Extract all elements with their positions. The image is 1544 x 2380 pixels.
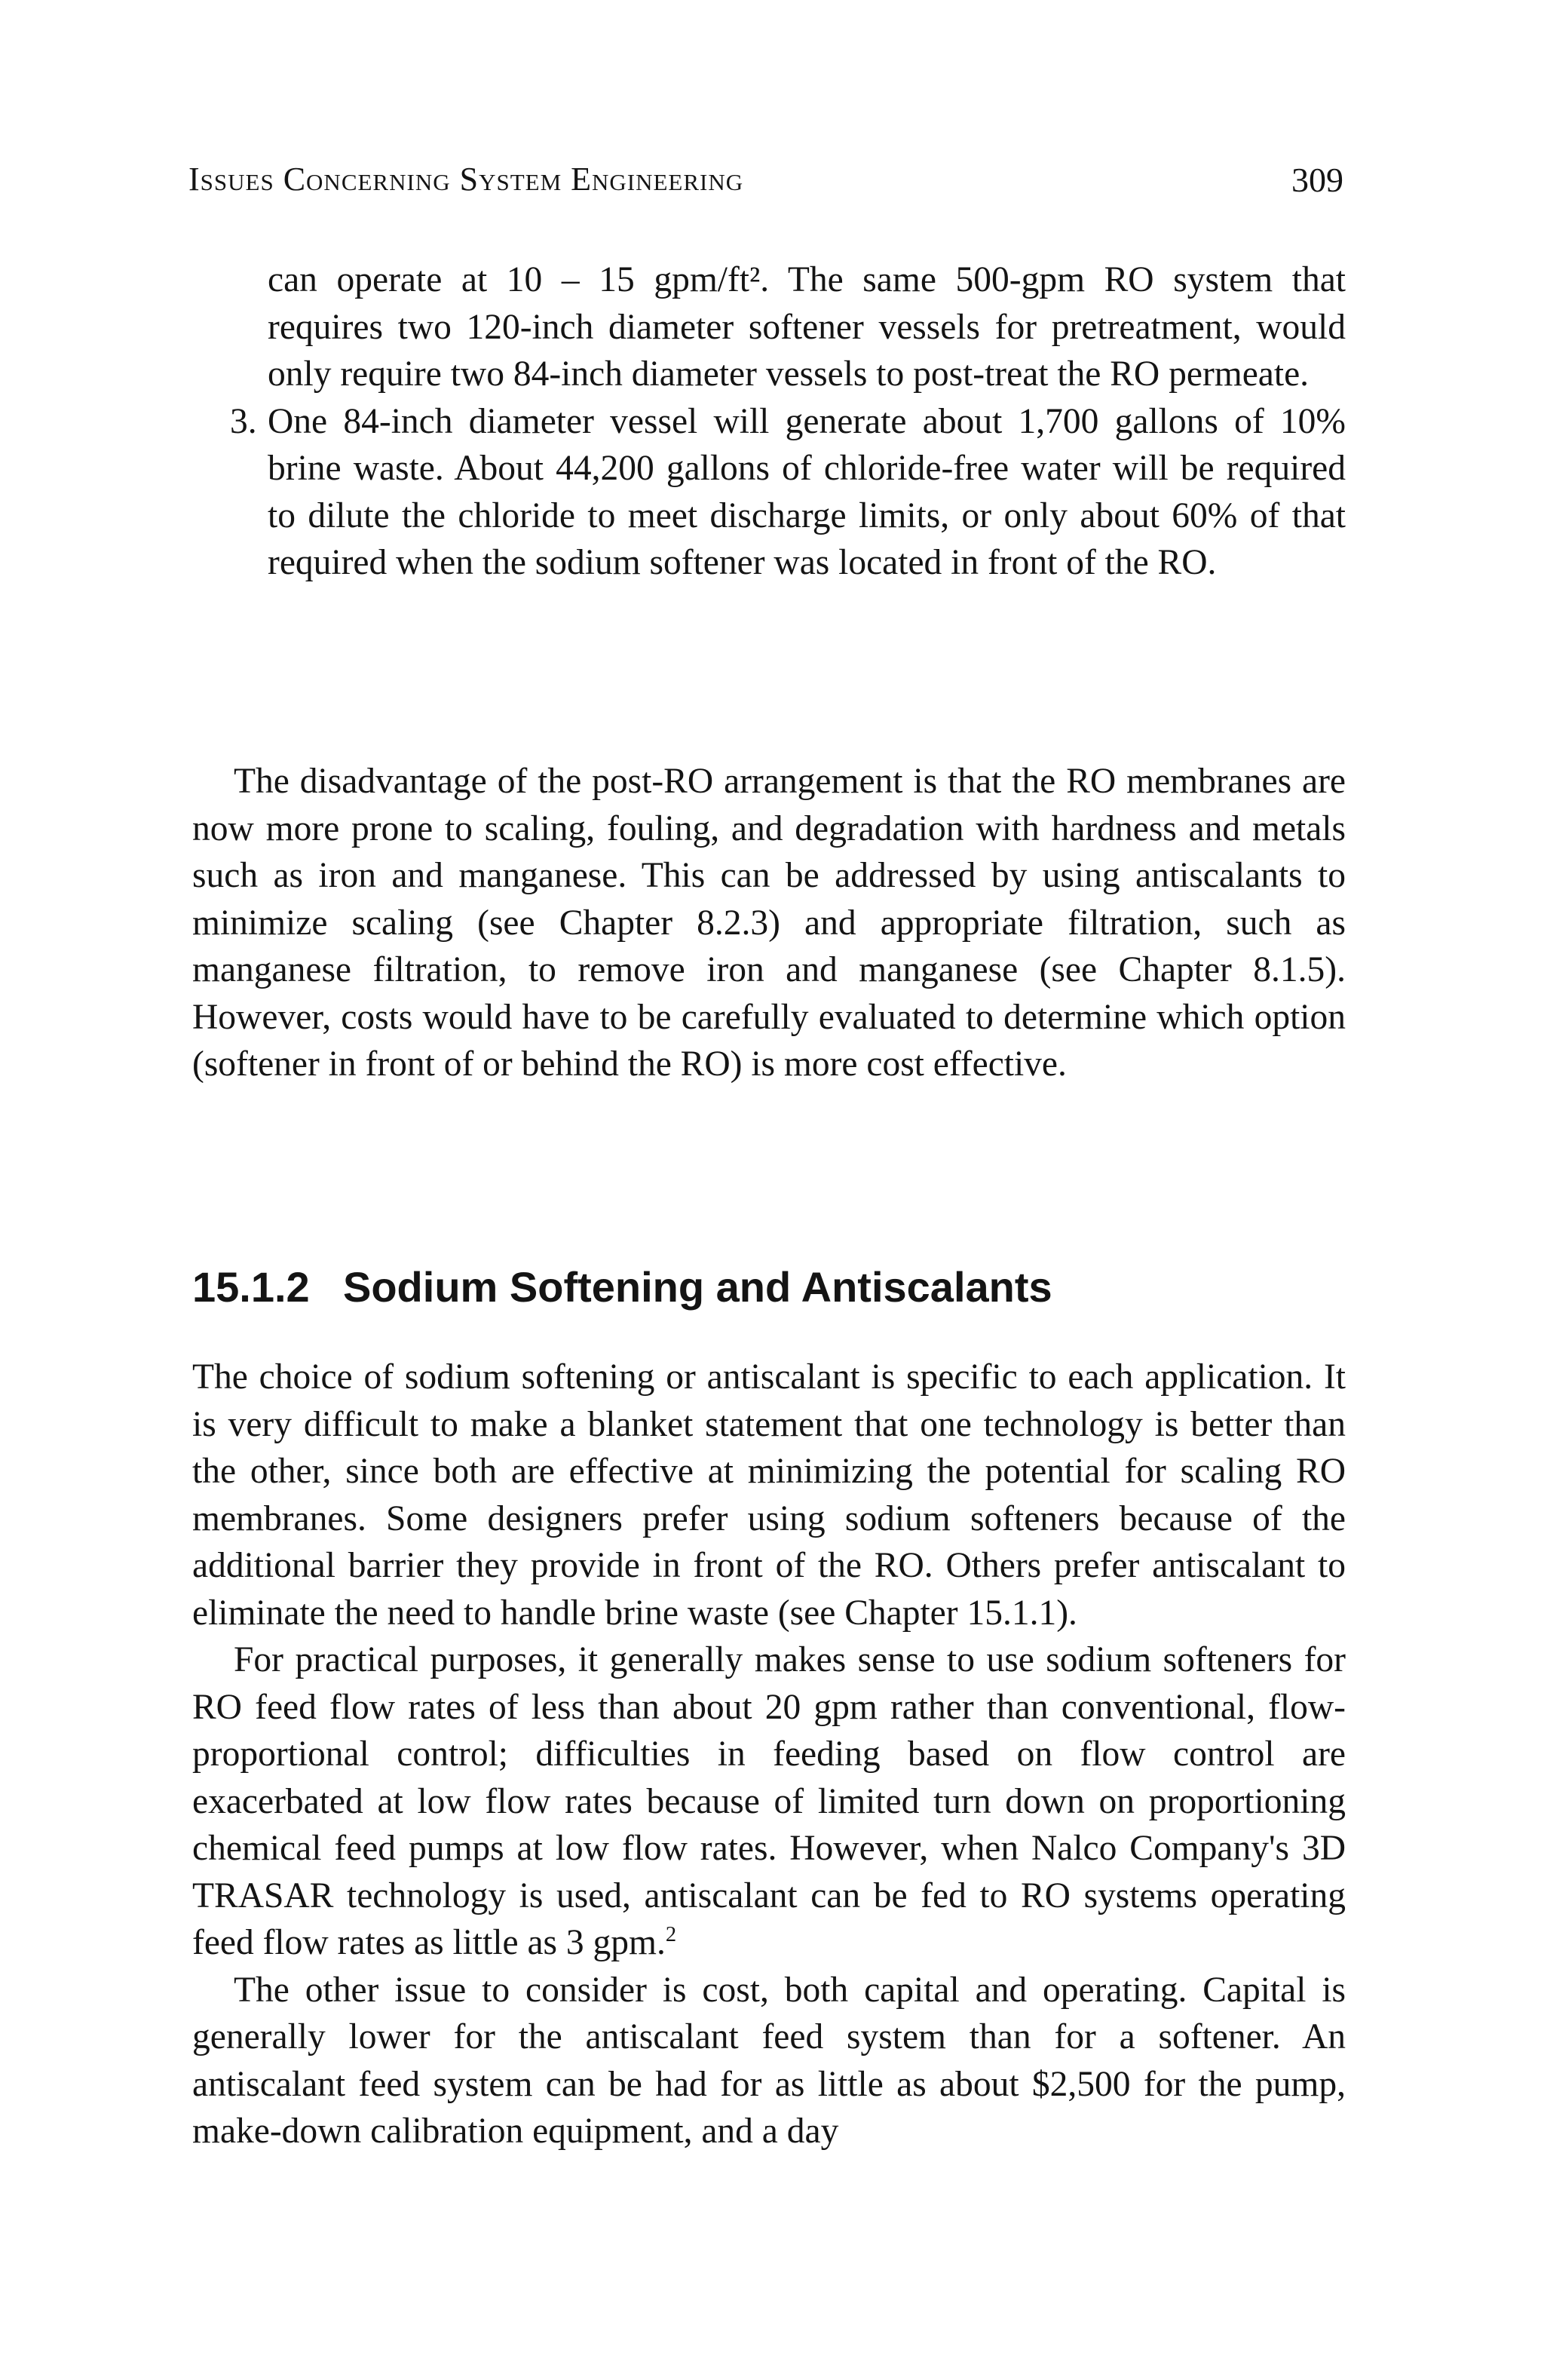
- running-head: Issues Concerning System Engineering: [188, 161, 744, 198]
- list-item-3: [192, 398, 1346, 587]
- list-item-number: 3.: [230, 401, 257, 441]
- section-paragraph-2-text: For practical purposes, it generally makes sense to use sodium softeners for RO feed flow rates of less than about 20 gpm rather than conventional, flow-proportional control; difficulties in feeding based on flow control are exacerbated at low flow rates because of limited turn down on proportioning chemical feed pumps at low flow rates. However, when Nalco Company's 3D TRASAR technology is used, antiscalant can be fed to RO systems operating feed flow rates as little as 3 gpm.: [192, 1640, 1346, 1962]
- footnote-marker: 2: [665, 1923, 677, 1947]
- section-paragraph-1: The choice of sodium softening or antiscalant is specific to each application. It is very difficult to make a blanket statement that one technology is better than the other, since both are effective at minimizing the potential for scaling RO membranes. Some designers prefer using sodium softeners because of the additional barrier they provide in front of the RO. Others prefer antiscalant to eliminate the need to handle brine waste (see Chapter 15.1.1).: [192, 1357, 1346, 1633]
- list-item-text: One 84-inch diameter vessel will generate about 1,700 gallons of 10% brine waste. About 44,200 gallons of chloride-free water will be required to dilute the chloride to meet discharge limits, or only about 60% of that required when the sodium softener was located in front of the RO.: [268, 401, 1346, 582]
- page-header: [188, 160, 1343, 205]
- page-number: 309: [1291, 161, 1343, 199]
- section-title: Sodium Softening and Antiscalants: [343, 1263, 1052, 1311]
- numbered-list: [192, 256, 1346, 587]
- paragraph-block: [192, 758, 1346, 1088]
- list-item-2-continuation: can operate at 10 – 15 gpm/ft². The same 500-gpm RO system that requires two 120-inch diameter softener vessels for pretreatment, would only require two 84-inch diameter vessels to post-treat the RO permeate.: [268, 260, 1346, 394]
- section-number: 15.1.2: [192, 1263, 310, 1311]
- section-body: [192, 1354, 1346, 2155]
- paragraph-disadvantage: The disadvantage of the post-RO arrangement is that the RO membranes are now more prone to scaling, fouling, and degradation with hardness and metals such as iron and manganese. This can be addressed by using antiscalants to minimize scaling (see Chapter 8.2.3) and appropriate filtration, such as manganese filtration, to remove iron and manganese (see Chapter 8.1.5). However, costs would have to be carefully evaluated to determine which option (softener in front of or behind the RO) is more cost effective.: [192, 762, 1346, 1084]
- section-heading: [192, 1261, 1346, 1314]
- section-paragraph-2: [192, 1636, 1346, 1967]
- section-paragraph-3: The other issue to consider is cost, both capital and operating. Capital is generally lower for the antiscalant feed system than for a softener. An antiscalant feed system can be had for as little as about $2,500 for the pump, make-down calibration equipment, and a day: [192, 1970, 1346, 2151]
